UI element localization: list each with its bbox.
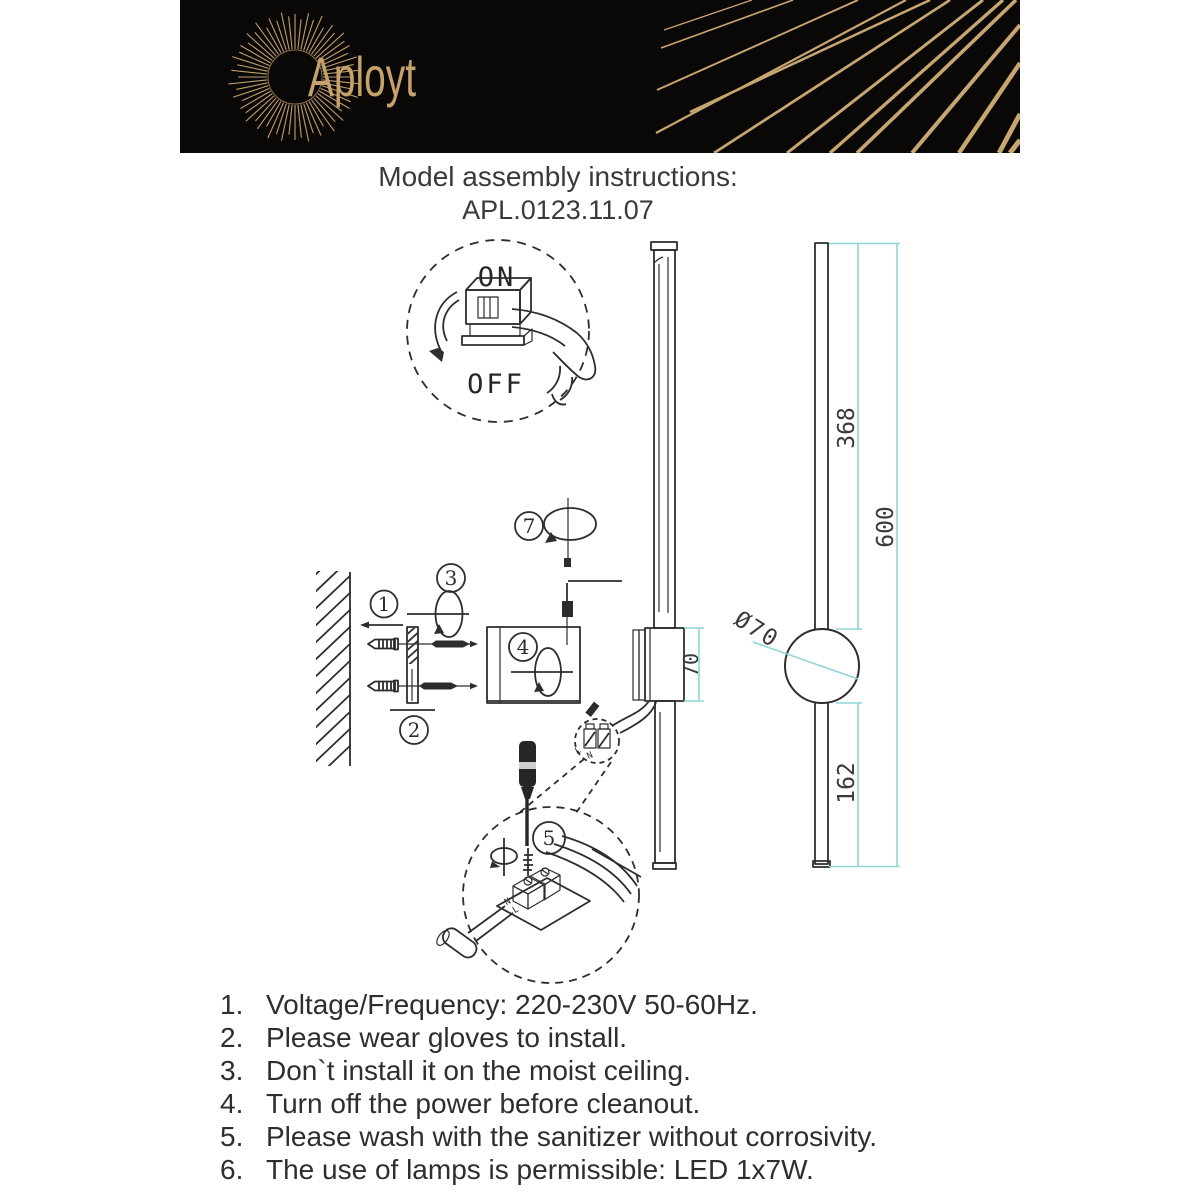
list-item (180, 1153, 1020, 1186)
wire-connector (585, 702, 599, 717)
brand-name: Aployt (308, 45, 417, 108)
detail-n-label: N (503, 896, 513, 908)
item-number: 4. (220, 1088, 244, 1119)
list-item (180, 1087, 1020, 1120)
step7-top-screw (515, 498, 622, 645)
step1-label: 1 (377, 592, 391, 616)
item-text: Turn off the power before cleanout. (266, 1088, 701, 1119)
item-text: Voltage/Frequency: 220-230V 50-60Hz. (266, 989, 758, 1020)
assembly-diagram (180, 230, 1020, 990)
list-item (180, 988, 1020, 1021)
list-item (180, 1021, 1020, 1054)
item-number: 3. (220, 1055, 244, 1086)
item-number: 1. (220, 989, 244, 1020)
list-item (180, 1054, 1020, 1087)
item-text: Don`t install it on the moist ceiling. (266, 1055, 691, 1086)
dim-diameter-label: Ø70 (729, 606, 784, 654)
step4-detail-box (487, 627, 580, 703)
banner-art (180, 0, 1020, 153)
wall-anchor-screw-top (368, 639, 478, 650)
on-label: ON (477, 262, 517, 293)
cable-icon (434, 906, 513, 961)
dashed-callout-circle (575, 719, 619, 763)
rotate-symbol-icon (490, 838, 517, 876)
item-number: 5. (220, 1121, 244, 1152)
detail-l-label: L (511, 904, 521, 916)
list-item (180, 1120, 1020, 1153)
lamp-front-view (729, 243, 900, 867)
step5-wiring-detail (434, 741, 641, 983)
screwdriver-icon (519, 741, 536, 846)
title-block (180, 160, 936, 227)
off-label: OFF (467, 369, 525, 400)
step5-label: 5 (542, 826, 556, 850)
wire (612, 701, 649, 726)
flip-arrow-icon (429, 292, 459, 362)
terminal-n-label: N (585, 750, 595, 762)
item-number: 2. (220, 1022, 244, 1053)
terminal-block-3d (497, 868, 590, 930)
screw-icon (523, 848, 533, 876)
dim-600-label: 600 (873, 506, 900, 548)
step2-label: 2 (407, 718, 421, 742)
step3-label: 3 (444, 566, 458, 590)
instructions-list (180, 988, 1020, 1186)
wall-hatching (314, 540, 352, 780)
dim-70-label: 70 (679, 652, 703, 678)
item-text: The use of lamps is permissible: LED 1x7W. (266, 1154, 814, 1185)
model-number: APL.0123.11.07 (462, 195, 654, 225)
wall-mounting-assembly (314, 540, 478, 780)
wall-anchor-screw-bottom (368, 681, 478, 692)
dim-162-label: 162 (834, 762, 861, 804)
step7-label: 7 (522, 514, 536, 538)
item-text: Please wash with the sanitizer without corrosivity. (266, 1121, 878, 1152)
wire-arcs (546, 836, 641, 902)
item-text: Please wear gloves to install. (266, 1022, 628, 1053)
dim-70 (679, 628, 704, 701)
brand-banner (180, 0, 1020, 153)
step4-label: 4 (516, 635, 530, 659)
page-title: Model assembly instructions: (378, 161, 738, 192)
power-switch-diagram (407, 240, 595, 422)
dim-368-label: 368 (834, 407, 861, 449)
item-number: 6. (220, 1154, 244, 1185)
terminal-l-label: L (573, 745, 583, 757)
